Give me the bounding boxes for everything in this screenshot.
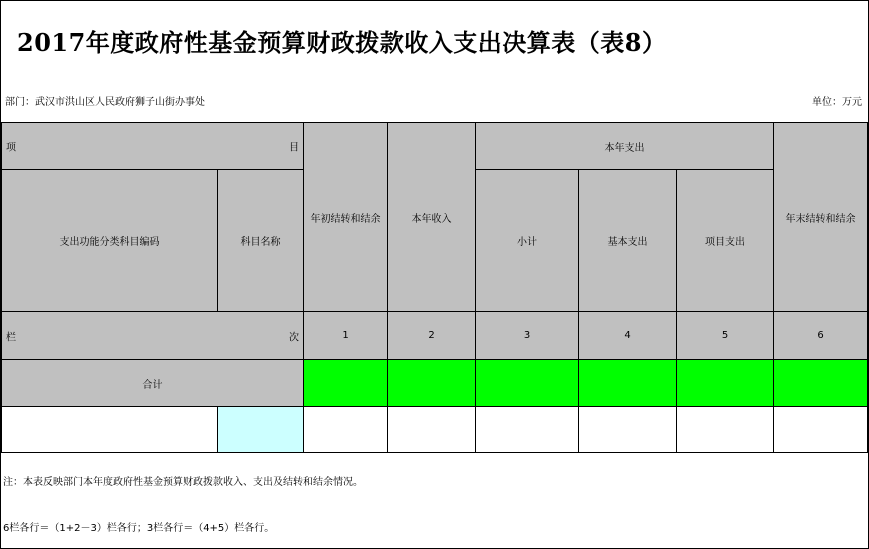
total-income-cell[interactable] xyxy=(388,360,476,407)
note-line-2: 6栏各行＝（1+2－3）栏各行；3栏各行＝（4+5）栏各行。 xyxy=(3,523,275,534)
note-line-1: 注：本表反映部门本年度政府性基金预算财政拨款收入、支出及结转和结余情况。 xyxy=(3,477,363,488)
unit-label: 单位：万元 xyxy=(812,97,862,108)
income-header: 本年收入 xyxy=(388,123,476,312)
column-index-6: 6 xyxy=(774,312,868,360)
total-end-balance-cell[interactable] xyxy=(774,360,868,407)
column-index-4: 4 xyxy=(579,312,677,360)
func-code-header: 支出功能分类科目编码 xyxy=(2,170,218,312)
data-end-balance-cell[interactable] xyxy=(774,407,868,453)
total-basic-cell[interactable] xyxy=(579,360,677,407)
column-index-right: 次 xyxy=(289,332,299,343)
column-index-label-cell xyxy=(2,312,304,360)
data-func-code-cell[interactable] xyxy=(2,407,218,453)
data-project-cell[interactable] xyxy=(677,407,774,453)
basic-expense-header: 基本支出 xyxy=(579,170,677,312)
begin-balance-header: 年初结转和结余 xyxy=(304,123,388,312)
budget-table xyxy=(1,122,868,453)
department-label: 部门：武汉市洪山区人民政府狮子山街办事处 xyxy=(5,97,205,108)
data-subtotal-cell[interactable] xyxy=(476,407,579,453)
column-index-1: 1 xyxy=(304,312,388,360)
subtotal-header: 小计 xyxy=(476,170,579,312)
subject-name-header: 科目名称 xyxy=(218,170,304,312)
total-project-cell[interactable] xyxy=(677,360,774,407)
column-index-2: 2 xyxy=(388,312,476,360)
total-begin-balance-cell[interactable] xyxy=(304,360,388,407)
expense-header: 本年支出 xyxy=(476,123,774,170)
data-begin-balance-cell[interactable] xyxy=(304,407,388,453)
total-label-cell: 合计 xyxy=(2,360,304,407)
column-index-left: 栏 xyxy=(6,332,16,343)
project-expense-header: 项目支出 xyxy=(677,170,774,312)
page-title: 2017年度政府性基金预算财政拨款收入支出决算表（表8） xyxy=(17,28,667,57)
data-income-cell[interactable] xyxy=(388,407,476,453)
data-subject-name-cell[interactable] xyxy=(218,407,304,453)
item-header-right: 目 xyxy=(289,142,299,154)
total-subtotal-cell[interactable] xyxy=(476,360,579,407)
end-balance-header: 年末结转和结余 xyxy=(774,123,868,312)
item-header-cell xyxy=(2,123,304,170)
data-basic-cell[interactable] xyxy=(579,407,677,453)
column-index-5: 5 xyxy=(677,312,774,360)
item-header-left: 项 xyxy=(6,142,16,154)
column-index-3: 3 xyxy=(476,312,579,360)
